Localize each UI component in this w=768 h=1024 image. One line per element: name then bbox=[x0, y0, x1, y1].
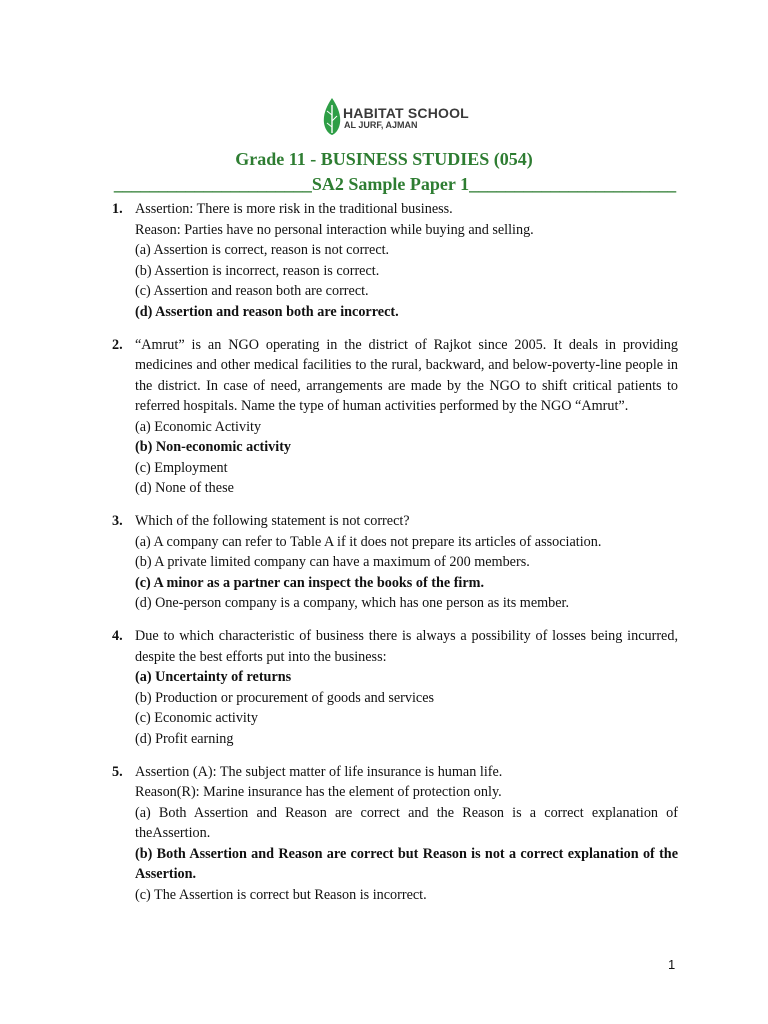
option-b: (b) A private limited company can have a maximum of 200 members. bbox=[135, 554, 530, 570]
question-reason: Reason(R): Marine insurance has the element of protection only. bbox=[135, 784, 502, 800]
school-logo bbox=[322, 97, 469, 139]
question-text: Which of the following statement is not correct? bbox=[135, 513, 410, 529]
option-b: (b) Production or procurement of goods and services bbox=[135, 689, 435, 706]
question-list bbox=[112, 199, 678, 918]
option-b-answer: (b) Non-economic activity bbox=[135, 439, 292, 455]
option-a-answer: (a) Uncertainty of returns bbox=[135, 669, 292, 685]
question-5 bbox=[112, 762, 678, 906]
option-a: (a) Economic Activity bbox=[135, 418, 262, 435]
page-title: Grade 11 - BUSINESS STUDIES (054) bbox=[235, 149, 533, 169]
option-c-answer: (c) A minor as a partner can inspect the books of the firm. bbox=[135, 574, 485, 591]
option-c: (c) Economic activity bbox=[135, 710, 258, 726]
question-reason: Reason: Parties have no personal interaction while buying and selling. bbox=[135, 221, 534, 238]
option-d: (d) Profit earning bbox=[135, 730, 234, 747]
question-text: Due to which characteristic of business there is always a possibility of losses being incurred, despite the best efforts put into the business: bbox=[135, 628, 678, 665]
option-d-answer: (d) Assertion and reason both are incorrect. bbox=[135, 303, 399, 320]
question-assertion: Assertion: There is more risk in the traditional business. bbox=[135, 201, 453, 217]
question-number: 4. bbox=[112, 628, 123, 644]
option-a: (a) A company can refer to Table A if it does not prepare its articles of association. bbox=[135, 533, 602, 550]
option-a: (a) Assertion is correct, reason is not correct. bbox=[135, 242, 390, 258]
question-3 bbox=[112, 511, 678, 614]
option-d: (d) One-person company is a company, which has one person as its member. bbox=[135, 595, 570, 611]
question-text: “Amrut” is an NGO operating in the district of Rajkot since 2005. It deals in providing medicines and other medical facilities to the rural, backward, and below-poverty-line people in the district. In case of need, arrangements are made by the NGO to shift critical patients to referred hospitals. Name the type of human activities performed by the NGO “Amrut”. bbox=[135, 336, 678, 414]
question-assertion: Assertion (A): The subject matter of life insurance is human life. bbox=[135, 763, 503, 780]
question-number: 3. bbox=[112, 513, 123, 529]
question-number: 2. bbox=[112, 336, 123, 353]
page-number: 1 bbox=[668, 957, 676, 972]
question-1 bbox=[112, 199, 678, 322]
question-number: 5. bbox=[112, 763, 123, 780]
logo-location: AL JURF, AJMAN bbox=[344, 120, 418, 130]
paper-subtitle: ______________________SA2 Sample Paper 1_______________________ bbox=[113, 174, 677, 194]
leaf-icon bbox=[322, 97, 342, 137]
option-c: (c) The Assertion is correct but Reason is incorrect. bbox=[135, 886, 427, 903]
option-c: (c) Employment bbox=[135, 459, 228, 476]
option-b: (b) Assertion is incorrect, reason is correct. bbox=[135, 262, 380, 279]
question-4 bbox=[112, 626, 678, 749]
logo-school-name: HABITAT SCHOOL bbox=[343, 105, 469, 121]
option-b-answer: (b) Both Assertion and Reason are correct but Reason is not a correct explanation of the Assertion. bbox=[135, 845, 678, 882]
option-a: (a) Both Assertion and Reason are correct and the Reason is a correct explanation of theAssertion. bbox=[135, 804, 678, 841]
question-2 bbox=[112, 335, 678, 499]
question-number: 1. bbox=[112, 201, 123, 217]
option-c: (c) Assertion and reason both are correct. bbox=[135, 283, 369, 299]
option-d: (d) None of these bbox=[135, 480, 234, 496]
